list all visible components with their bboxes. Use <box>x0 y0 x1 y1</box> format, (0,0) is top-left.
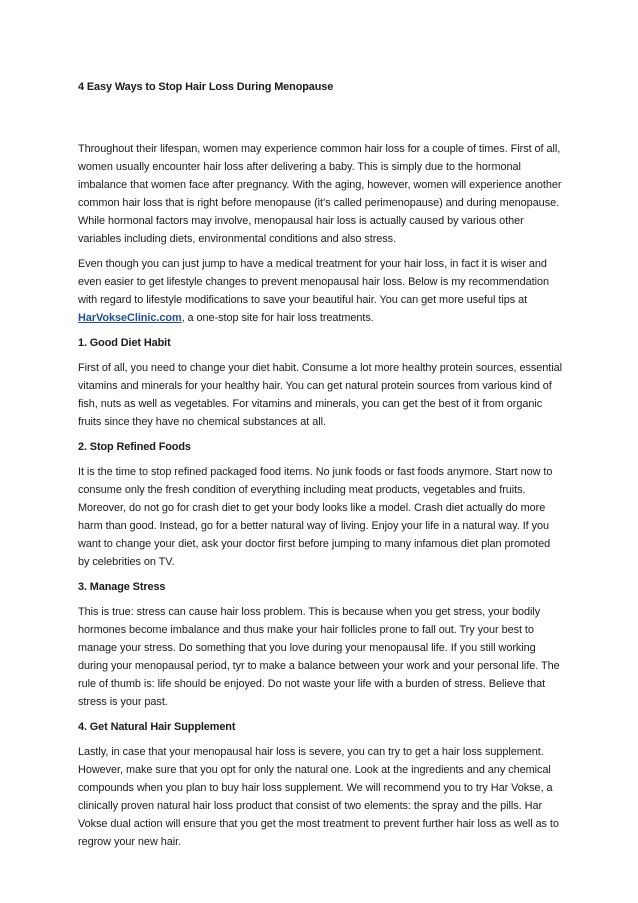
section-body-natural-supplement: Lastly, in case that your menopausal hair loss is severe, you can try to get a hair loss supplement. However, make sure that you opt for only the natural one. Look at the ingredients and any chemical compounds when you plan to buy hair loss supplement. We will recommend you to try Har Vokse, a clinically proven natural hair loss product that consist of two elements: the spray and the pills. Har Vokse dual action will ensure that you get the most treatment to prevent further hair loss as well as to regrow your new hair. <box>78 746 559 848</box>
section-heading-natural-supplement: 4. Get Natural Hair Supplement <box>78 721 236 733</box>
document-title: 4 Easy Ways to Stop Hair Loss During Menopause <box>78 81 334 93</box>
harvokseclinic-link[interactable]: HarVokseClinic.com <box>78 312 182 324</box>
recommendation-text-before-link: Even though you can just jump to have a medical treatment for your hair loss, in fact it is wiser and even easier to get lifestyle changes to prevent menopausal hair loss. Below is my recommendation with regard to lifestyle modifications to save your beautiful hair. You can get more useful tips at <box>78 258 550 306</box>
section-heading-good-diet: 1. Good Diet Habit <box>78 337 171 349</box>
section-heading-stop-refined-foods: 2. Stop Refined Foods <box>78 441 191 453</box>
section-heading-manage-stress: 3. Manage Stress <box>78 581 166 593</box>
section-body-good-diet: First of all, you need to change your diet habit. Consume a lot more healthy protein sources, essential vitamins and minerals for your healthy hair. You can get natural protein sources from various kind of fish, nuts as well as vegetables. For vitamins and minerals, you can get the best of it from organic fruits since they have no chemical substances at all. <box>78 362 562 428</box>
intro-paragraph: Throughout their lifespan, women may experience common hair loss for a couple of times. First of all, women usually encounter hair loss after delivering a baby. This is simply due to the hormonal imbalance that women face after pregnancy. With the aging, however, women will experience another common hair loss that is right before menopause (it’s called perimenopause) and during menopause. While hormonal factors may involve, menopausal hair loss is actually caused by various other variables including diets, environmental conditions and also stress. <box>78 143 562 245</box>
document-content <box>78 78 562 858</box>
recommendation-text-after-link: , a one-stop site for hair loss treatments. <box>181 312 374 324</box>
section-body-stop-refined-foods: It is the time to stop refined packaged food items. No junk foods or fast foods anymore. Start now to consume only the fresh condition of everything including meat products, vegetables and fruits. Moreover, do not go for crash diet to get your body looks like a model. Crash diet actually do more harm than good. Instead, go for a better natural way of living. Enjoy your life in a natural way. If you want to change your diet, ask your doctor first before jumping to many infamous diet plan promoted by celebrities on TV. <box>78 466 553 568</box>
recommendation-paragraph <box>78 255 562 327</box>
section-body-manage-stress: This is true: stress can cause hair loss problem. This is because when you get stress, your bodily hormones become imbalance and thus make your hair follicles prone to fall out. Try your best to manage your stress. Do something that you love during your menopausal life. If you still working during your menopausal period, tyr to make a balance between your work and your personal life. The rule of thumb is: life should be enjoyed. Do not waste your life with a burden of stress. Believe that stress is your past. <box>78 606 560 708</box>
